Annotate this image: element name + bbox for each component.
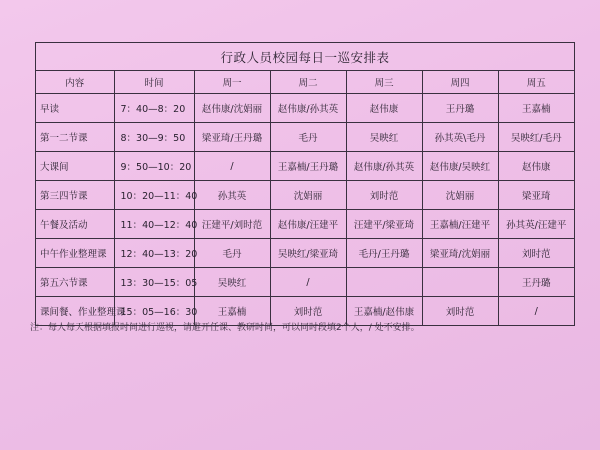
schedule-table [35,42,575,326]
thursday-cell: 沈娟丽 [422,181,498,210]
friday-cell: 王嘉楠 [498,94,574,123]
header-cell-content: 内容 [36,71,114,94]
row-content-cell: 第三四节课 [36,181,114,210]
tuesday-cell: 毛丹 [270,123,346,152]
thursday-cell: 刘时范 [422,297,498,326]
row-content-cell: 午餐及活动 [36,210,114,239]
friday-cell: / [498,297,574,326]
tuesday-cell: 吴映红/梁亚琦 [270,239,346,268]
table-row [36,268,574,297]
row-time-cell: 11：40—12：40 [114,210,194,239]
header-cell-thursday: 周四 [422,71,498,94]
wednesday-cell: 赵伟康 [346,94,422,123]
wednesday-cell: 吴映红 [346,123,422,152]
header-row [36,71,574,94]
footnote: 注：每人每天根据填报时间进行巡视，请避开任课、教研时间，可以同时段填2个人，/ 处不安排。 [30,323,420,333]
tuesday-cell: 沈娟丽 [270,181,346,210]
schedule-grid [36,71,574,325]
monday-cell: 汪建平/刘时范 [194,210,270,239]
monday-cell: 毛丹 [194,239,270,268]
thursday-cell: 王嘉楠/汪建平 [422,210,498,239]
row-time-cell: 15：05—16：30 [114,297,194,326]
tuesday-cell: 赵伟康/汪建平 [270,210,346,239]
thursday-cell: 王丹璐 [422,94,498,123]
header-cell-wednesday: 周三 [346,71,422,94]
row-content-cell: 课间餐、作业整理课 [36,297,114,326]
tuesday-cell: 赵伟康/孙其英 [270,94,346,123]
monday-cell: / [194,152,270,181]
thursday-cell [422,268,498,297]
table-row [36,94,574,123]
table-row [36,152,574,181]
row-time-cell: 7：40—8：20 [114,94,194,123]
friday-cell: 梁亚琦 [498,181,574,210]
friday-cell: 孙其英/汪建平 [498,210,574,239]
wednesday-cell: 毛丹/王丹璐 [346,239,422,268]
row-content-cell: 第五六节课 [36,268,114,297]
row-time-cell: 8：30—9：50 [114,123,194,152]
table-row [36,181,574,210]
row-content-cell: 早读 [36,94,114,123]
row-time-cell: 10：20—11：40 [114,181,194,210]
wednesday-cell: 汪建平/梁亚琦 [346,210,422,239]
header-cell-monday: 周一 [194,71,270,94]
row-time-cell: 9：50—10：20 [114,152,194,181]
thursday-cell: 赵伟康/吴映红 [422,152,498,181]
tuesday-cell: / [270,268,346,297]
thursday-cell: 孙其英\毛丹 [422,123,498,152]
row-content-cell: 大课间 [36,152,114,181]
friday-cell: 吴映红/毛丹 [498,123,574,152]
wednesday-cell: 刘时范 [346,181,422,210]
monday-cell: 梁亚琦/王丹璐 [194,123,270,152]
table-row [36,210,574,239]
monday-cell: 赵伟康/沈娟丽 [194,94,270,123]
row-time-cell: 13：30—15：05 [114,268,194,297]
monday-cell: 吴映红 [194,268,270,297]
table-row [36,239,574,268]
header-cell-tuesday: 周二 [270,71,346,94]
wednesday-cell: 王嘉楠/赵伟康 [346,297,422,326]
table-row [36,123,574,152]
friday-cell: 赵伟康 [498,152,574,181]
thursday-cell: 梁亚琦/沈娟丽 [422,239,498,268]
friday-cell: 刘时范 [498,239,574,268]
tuesday-cell: 王嘉楠/王丹璐 [270,152,346,181]
monday-cell: 孙其英 [194,181,270,210]
friday-cell: 王丹璐 [498,268,574,297]
row-content-cell: 中午作业整理课 [36,239,114,268]
header-cell-time: 时间 [114,71,194,94]
tuesday-cell: 刘时范 [270,297,346,326]
header-cell-friday: 周五 [498,71,574,94]
table-title: 行政人员校园每日一巡安排表 [36,43,574,71]
monday-cell: 王嘉楠 [194,297,270,326]
wednesday-cell [346,268,422,297]
row-content-cell: 第一二节课 [36,123,114,152]
row-time-cell: 12：40—13：20 [114,239,194,268]
wednesday-cell: 赵伟康/孙其英 [346,152,422,181]
